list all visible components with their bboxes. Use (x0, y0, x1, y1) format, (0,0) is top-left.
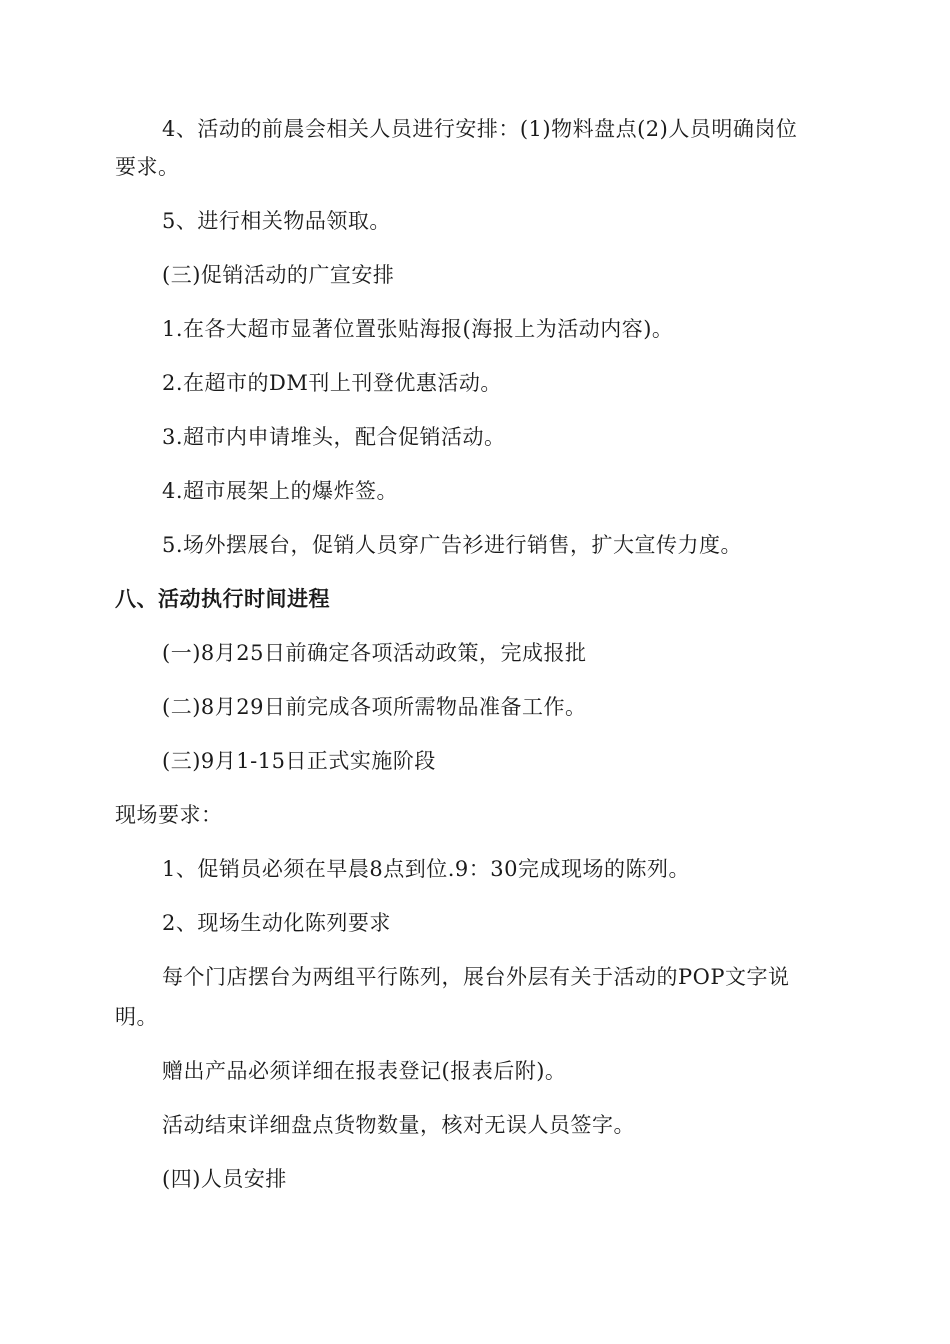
list-item: (一)8月25日前确定各项活动政策，完成报批 (162, 641, 587, 665)
paragraph-line: 5、进行相关物品领取。 (162, 209, 391, 233)
paragraph-line: 4、活动的前晨会相关人员进行安排：(1)物料盘点(2)人员明确岗位 (162, 117, 798, 141)
paragraph-line: 明。 (115, 1005, 158, 1029)
paragraph-line: 每个门店摆台为两组平行陈列，展台外层有关于活动的POP文字说 (162, 965, 790, 989)
list-item: 2、现场生动化陈列要求 (162, 911, 391, 935)
list-item: 1、促销员必须在早晨8点到位.9：30完成现场的陈列。 (162, 857, 690, 881)
paragraph-line: 要求。 (115, 155, 180, 179)
list-item: 1.在各大超市显著位置张贴海报(海报上为活动内容)。 (162, 317, 674, 341)
list-item: (三)9月1-15日正式实施阶段 (162, 749, 436, 773)
list-item: (二)8月29日前完成各项所需物品准备工作。 (162, 695, 587, 719)
section-heading: 八、活动执行时间进程 (115, 587, 330, 611)
list-item: 3.超市内申请堆头，配合促销活动。 (162, 425, 506, 449)
paragraph-line: 活动结束详细盘点货物数量，核对无误人员签字。 (162, 1113, 635, 1137)
paragraph-line: 赠出产品必须详细在报表登记(报表后附)。 (162, 1059, 567, 1083)
paragraph-line: 现场要求： (115, 803, 223, 827)
list-item: 2.在超市的DM刊上刊登优惠活动。 (162, 371, 502, 395)
section-subheading: (四)人员安排 (162, 1167, 287, 1191)
section-subheading: (三)促销活动的广宣安排 (162, 263, 395, 287)
list-item: 4.超市展架上的爆炸签。 (162, 479, 399, 503)
list-item: 5.场外摆展台，促销人员穿广告衫进行销售，扩大宣传力度。 (162, 533, 743, 557)
